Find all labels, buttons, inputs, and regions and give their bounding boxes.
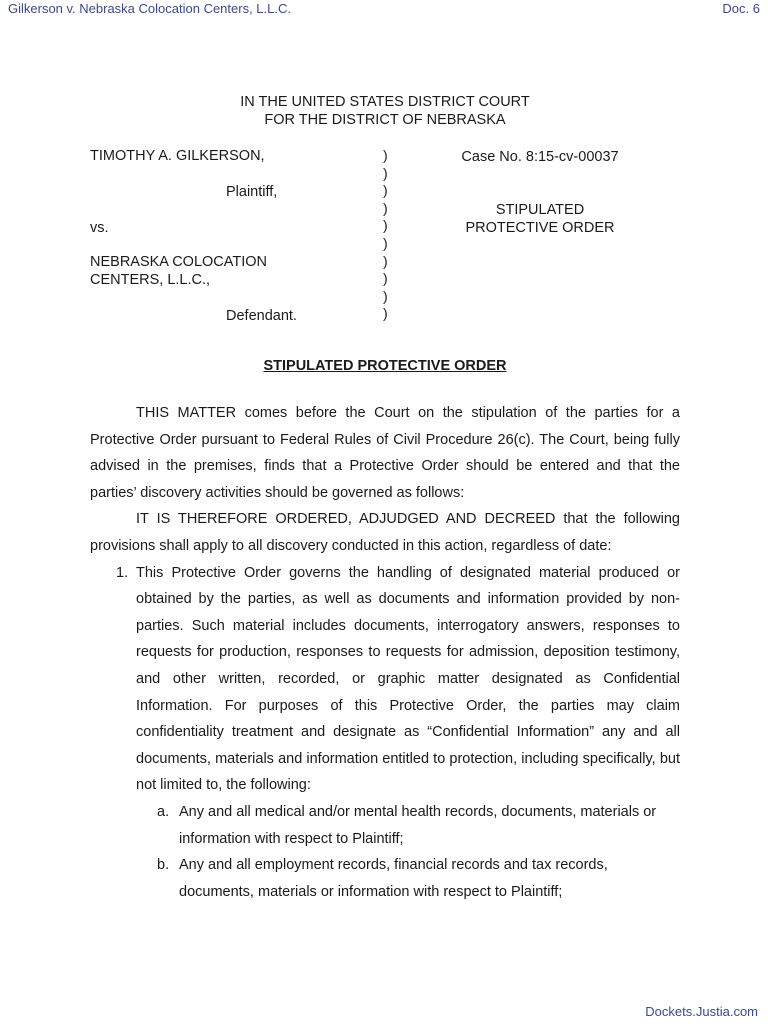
- caption-paren: ): [383, 305, 388, 322]
- item-text: This Protective Order governs the handling of designated material produced or obtained by the parties, as well as documents and information provided by non-parties. Such material includes documents, interrogatory answers, responses to requests for production, responses to requests for admission, deposition testimony, and other written, recorded, or graphic matter designated as Confidential Information. For purposes of this Protective Order, the parties may claim confidentiality treatment and designate as “Confidential Information” any and all documents, materials and information entitled to protection, including specifically, but not limited to, the following:: [136, 564, 680, 794]
- caption-paren-column: [383, 147, 388, 323]
- caption-paren: ): [383, 182, 388, 199]
- caption-paren: ): [383, 164, 388, 181]
- case-caption: [90, 146, 710, 332]
- plaintiff-role: Plaintiff,: [226, 184, 278, 200]
- caption-paren: ): [383, 234, 388, 251]
- item-number: 1.: [116, 564, 129, 581]
- caption-paren: ): [383, 147, 388, 163]
- court-line-1: IN THE UNITED STATES DISTRICT COURT: [240, 94, 530, 110]
- sub-item-b: [157, 852, 680, 905]
- sub-item-a: [157, 799, 680, 852]
- defendant-name-line-1: NEBRASKA COLOCATION: [90, 254, 267, 270]
- defendant-name-line-2: CENTERS, L.L.C.,: [90, 272, 211, 288]
- sub-item-text: Any and all medical and/or mental health records, documents, materials or information with respect to Plaintiff;: [179, 803, 657, 847]
- versus-label: vs.: [90, 220, 109, 236]
- sub-item-letter: a.: [157, 803, 170, 820]
- caption-paren: ): [383, 252, 388, 269]
- caption-paren: ): [383, 270, 388, 287]
- caption-paren: ): [383, 287, 388, 304]
- court-line-2: FOR THE DISTRICT OF NEBRASKA: [264, 112, 506, 128]
- order-title: STIPULATED PROTECTIVE ORDER: [263, 358, 507, 374]
- document-type-line-2: PROTECTIVE ORDER: [465, 220, 615, 236]
- sub-item-text: Any and all employment records, financial records and tax records, documents, materials or information with respect to Plaintiff;: [179, 857, 608, 900]
- document-type-line-1: STIPULATED: [495, 202, 585, 218]
- sub-item-letter: b.: [157, 857, 170, 874]
- doc-number-link[interactable]: Doc. 6: [722, 1, 760, 16]
- numbered-item-1: [90, 560, 680, 799]
- plaintiff-name: TIMOTHY A. GILKERSON,: [90, 148, 265, 164]
- court-heading: [0, 93, 770, 129]
- case-number: Case No. 8:15-cv-00037: [461, 149, 619, 165]
- caption-paren: ): [383, 217, 388, 234]
- defendant-role: Defendant.: [226, 308, 297, 324]
- document-header-bar: [0, 0, 770, 20]
- paragraph-decree: IT IS THEREFORE ORDERED, ADJUDGED AND DECREED that the following provisions shall apply to all discovery conducted in this action, regardless of date:: [90, 511, 680, 554]
- case-title-link[interactable]: Gilkerson v. Nebraska Colocation Centers, L.L.C.: [8, 1, 291, 16]
- caption-paren: ): [383, 199, 388, 216]
- dockets-justia-link[interactable]: Dockets.Justia.com: [645, 1004, 758, 1019]
- document-type: [430, 201, 650, 237]
- paragraph-intro: THIS MATTER comes before the Court on the stipulation of the parties for a Protective Order pursuant to Federal Rules of Civil Procedure 26(c). The Court, being fully advised in the premises, finds that a Protective Order should be entered and that the parties’ discovery activities should be governed as follows:: [90, 405, 680, 501]
- order-body: [90, 400, 680, 905]
